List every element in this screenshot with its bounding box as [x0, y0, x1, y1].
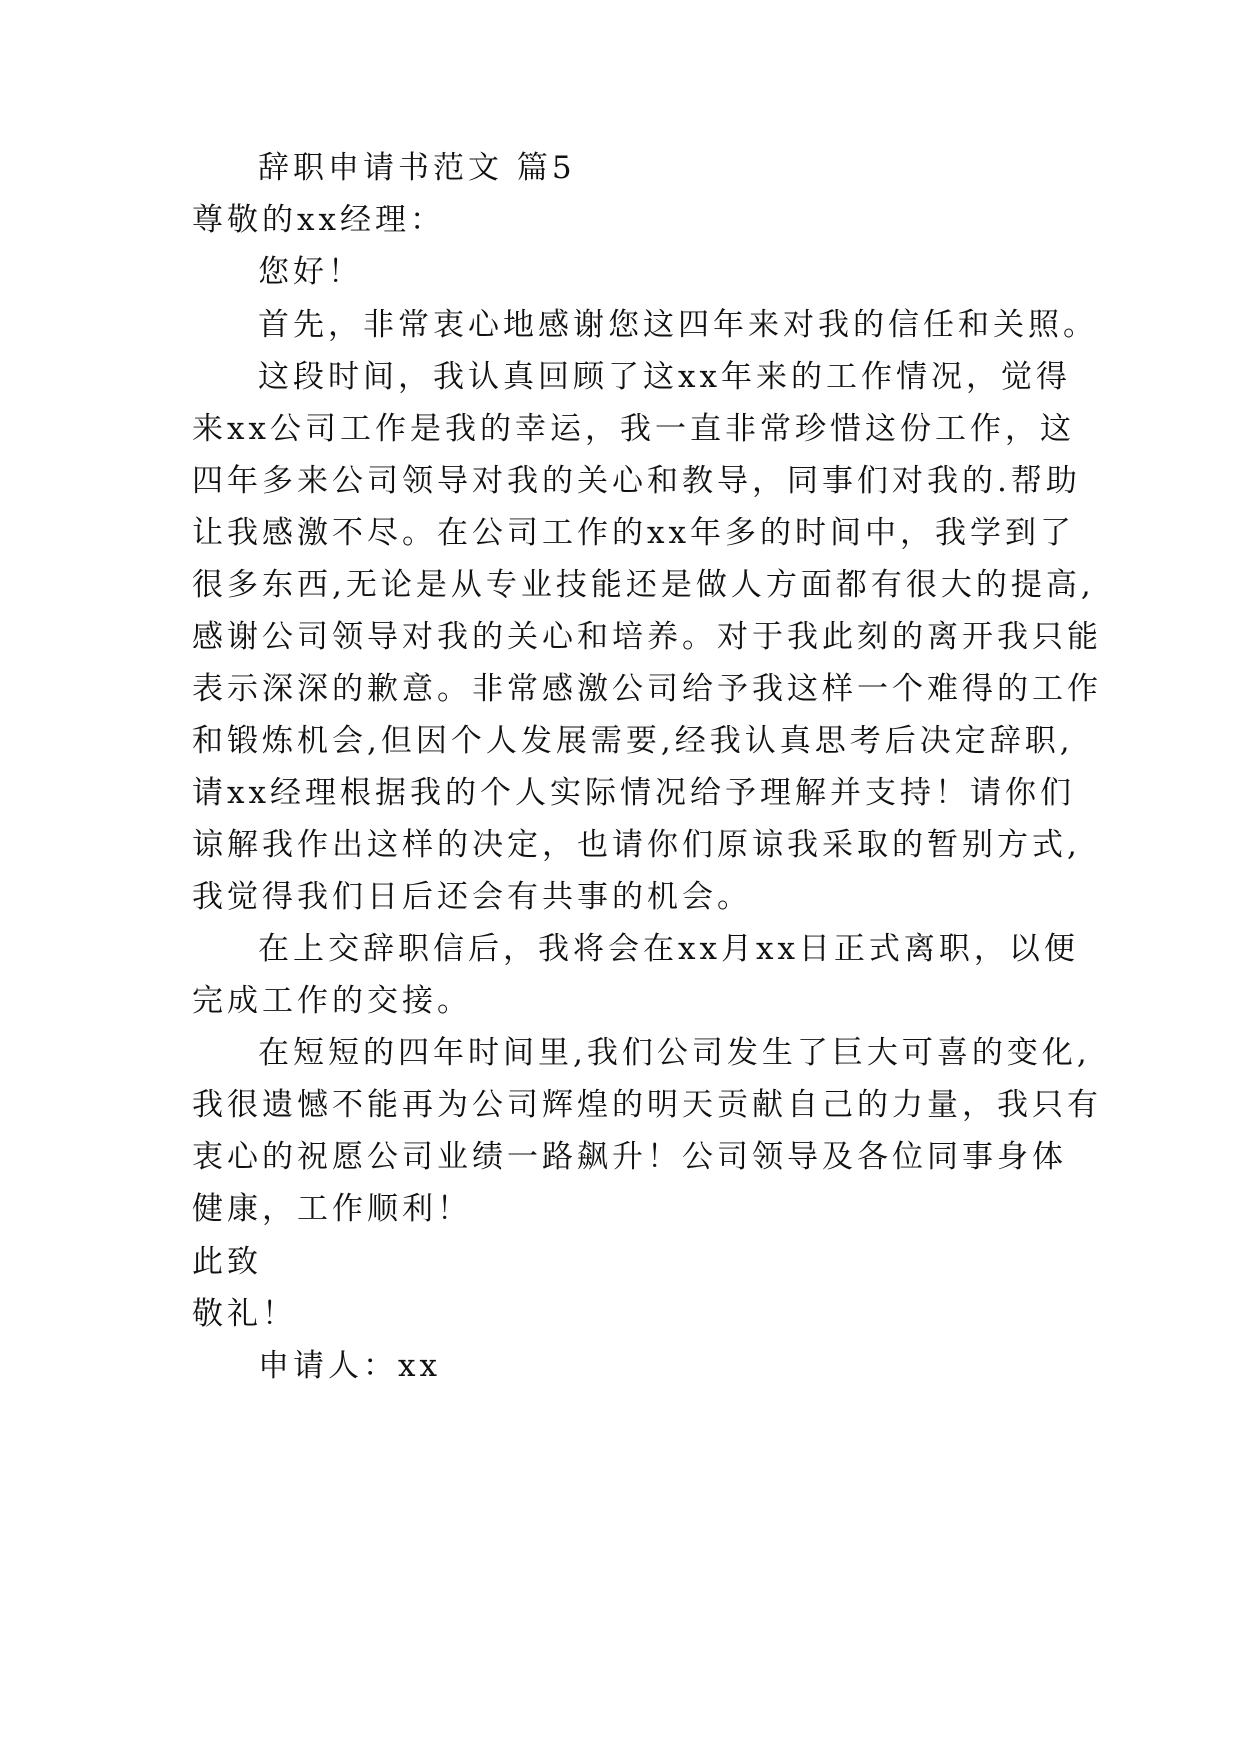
paragraph-2-line: 表示深深的歉意。非常感激公司给予我这样一个难得的工作	[192, 671, 1102, 707]
paragraph-4-line: 健康，工作顺利！	[192, 1191, 472, 1227]
paragraph-3-line: 完成工作的交接。	[192, 983, 472, 1019]
paragraph-2-line: 请xx经理根据我的个人实际情况给予理解并支持！请你们	[192, 775, 1075, 811]
closing-line-1: 此致	[192, 1244, 262, 1280]
document-title: 辞职申请书范文 篇5	[258, 150, 576, 186]
closing-line-2: 敬礼！	[192, 1296, 297, 1332]
paragraph-4-line: 衷心的祝愿公司业绩一路飙升！公司领导及各位同事身体	[192, 1139, 1067, 1175]
signature: 申请人：xx	[258, 1348, 441, 1384]
paragraph-2-line: 谅解我作出这样的决定，也请你们原谅我采取的暂别方式,	[192, 827, 1081, 863]
greeting: 您好！	[258, 254, 363, 290]
paragraph-2-line: 和锻炼机会,但因个人发展需要,经我认真思考后决定辞职,	[192, 723, 1074, 759]
salutation: 尊敬的xx经理：	[192, 202, 445, 238]
paragraph-4-line: 我很遗憾不能再为公司辉煌的明天贡献自己的力量，我只有	[192, 1087, 1102, 1123]
paragraph-2-line: 很多东西,无论是从专业技能还是做人方面都有很大的提高,	[192, 567, 1095, 603]
paragraph-2-line: 这段时间，我认真回顾了这xx年来的工作情况，觉得	[258, 359, 1071, 395]
paragraph-2-line: 四年多来公司领导对我的关心和教导，同事们对我的.帮助	[192, 463, 1081, 499]
paragraph-2-line: 感谢公司领导对我的关心和培养。对于我此刻的离开我只能	[192, 619, 1102, 655]
paragraph-2-line: 来xx公司工作是我的幸运，我一直非常珍惜这份工作，这	[192, 411, 1075, 447]
paragraph-2-line: 让我感激不尽。在公司工作的xx年多的时间中，我学到了	[192, 515, 1075, 551]
paragraph-1-line: 首先，非常衷心地感谢您这四年来对我的信任和关照。	[258, 307, 1098, 343]
paragraph-2-line: 我觉得我们日后还会有共事的机会。	[192, 879, 752, 915]
paragraph-4-line: 在短短的四年时间里,我们公司发生了巨大可喜的变化,	[258, 1035, 1091, 1071]
paragraph-3-line: 在上交辞职信后，我将会在xx月xx日正式离职，以便	[258, 931, 1079, 967]
